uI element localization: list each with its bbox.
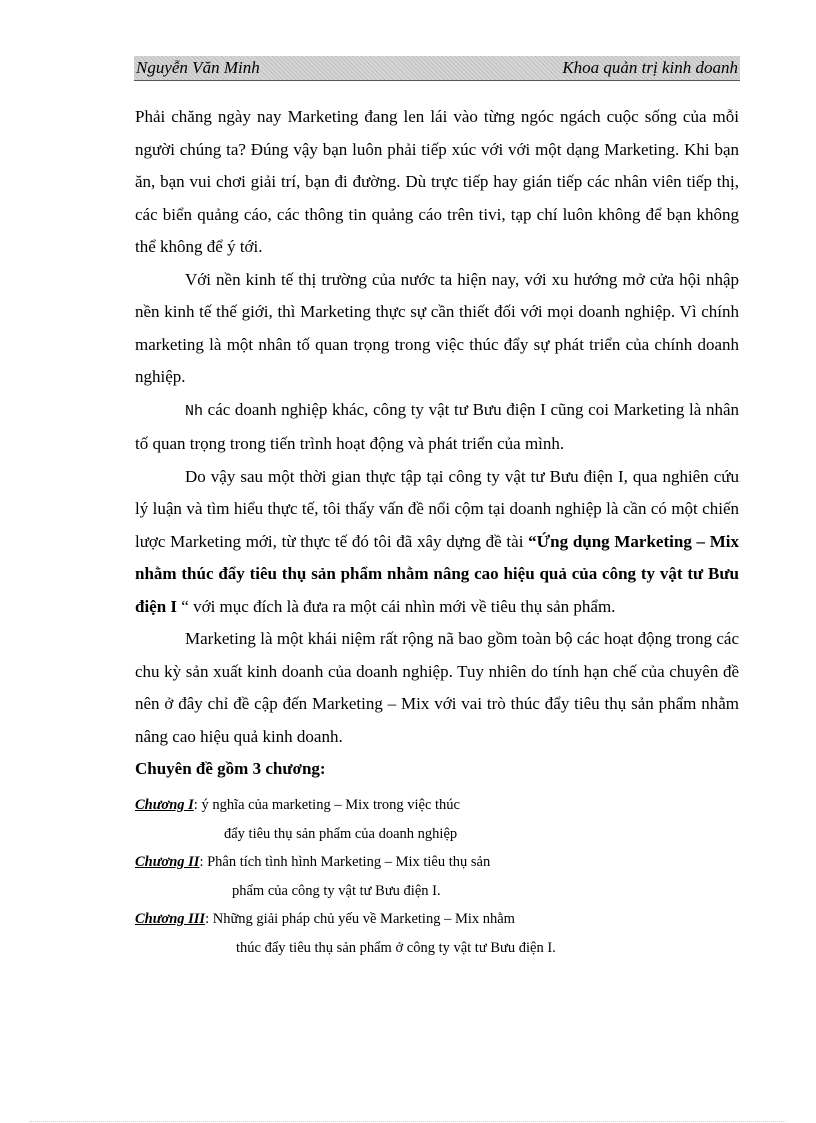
paragraph-intro: Phải chăng ngày nay Marketing đang len lái vào từng ngóc ngách cuộc sống của mỗi người chúng ta? Đúng vậy bạn luôn phải tiếp xúc với với một dạng Marketing. Khi bạn ăn, bạn vui chơi giải trí, bạn đi đường. Dù trực tiếp hay gián tiếp các nhân viên tiếp thị, các biển quảng cáo, các thông tin quảng cáo trên tivi, tạp chí luôn không để bạn không thể không để ý tới. [135,107,739,256]
paragraph-market-economy: Với nền kinh tế thị trường của nước ta hiện nay, với xu hướng mở cửa hội nhập nền kinh tế thế giới, thì Marketing thực sự cần thiết đối với mọi doanh nghiệp. Vì chính marketing là một nhân tố quan trọng trong việc thúc đẩy sự phát triển của chính doanh nghiệp. [135,269,739,386]
chapter-label: Chương I [135,797,194,813]
chapter-item [135,791,739,820]
document-body [135,101,739,962]
chapter-item-continuation [135,877,739,906]
paragraph-prefix: Nh [185,402,204,420]
chapter-item-continuation [135,820,739,849]
chapter-title-line2: thúc đẩy tiêu thụ sản phẩm ở công ty vật tư Bưu điện I. [236,939,556,956]
paragraph-topic [135,461,739,624]
chapter-title-line1: : Những giải pháp chủ yếu về Marketing – Mix nhằm [205,911,515,927]
chapter-item-continuation [135,934,739,963]
topic-purpose-text: “ với mục đích là đưa ra một cái nhìn mới về tiêu thụ sản phẩm. [177,596,616,616]
chapter-list [135,791,739,962]
chapter-title-line1: : ý nghĩa của marketing – Mix trong việc thúc [193,797,460,813]
page-header [134,56,740,81]
chapter-title-line1: : Phân tích tình hình Marketing – Mix tiêu thụ sản [199,854,491,870]
chapter-label: Chương II [135,854,200,870]
chapter-item [135,905,739,934]
header-department: Khoa quản trị kinh doanh [562,58,738,77]
chapters-heading: Chuyên đề gồm 3 chương: [135,759,326,778]
paragraph-scope: Marketing là một khái niệm rất rộng nã bao gồm toàn bộ các hoạt động trong các chu kỳ sản xuất kinh doanh của doanh nghiệp. Tuy nhiên do tính hạn chế của chuyên đề nên ở đây chỉ đề cập đến Marketing – Mix với vai trò thúc đẩy tiêu thụ sản phẩm nhằm nâng cao hiệu quả kinh doanh. [135,629,739,746]
header-author: Nguyễn Văn Minh [136,58,260,77]
chapter-item [135,848,739,877]
paragraph-company-view [135,394,739,461]
chapter-title-line2: phẩm của công ty vật tư Bưu điện I. [232,882,441,899]
paragraph-company-text: các doanh nghiệp khác, công ty vật tư Bưu điện I cũng coi Marketing là nhân tố quan trọng trong tiến trình hoạt động và phát triển của mình. [135,399,739,453]
topic-title: “Ứng dụng Marketing – Mix nhằm thúc đẩy tiêu thụ sản phẩm nhằm nâng cao hiệu quả của công ty vật tư Bưu điện I [135,531,739,616]
topic-intro-text: Do vậy sau một thời gian thực tập tại công ty vật tư Bưu điện I, qua nghiên cứu lý luận và tìm hiểu thực tế, tôi thấy vấn đề nổi cộm tại doanh nghiệp là cần có một chiến lược Marketing mới, từ thực tế đó tôi đã xây dựng đề tài [135,466,739,551]
page-bottom-border [30,1121,786,1122]
chapter-label: Chương III [135,911,206,927]
chapter-title-line2: đẩy tiêu thụ sản phẩm của doanh nghiệp [224,825,458,842]
